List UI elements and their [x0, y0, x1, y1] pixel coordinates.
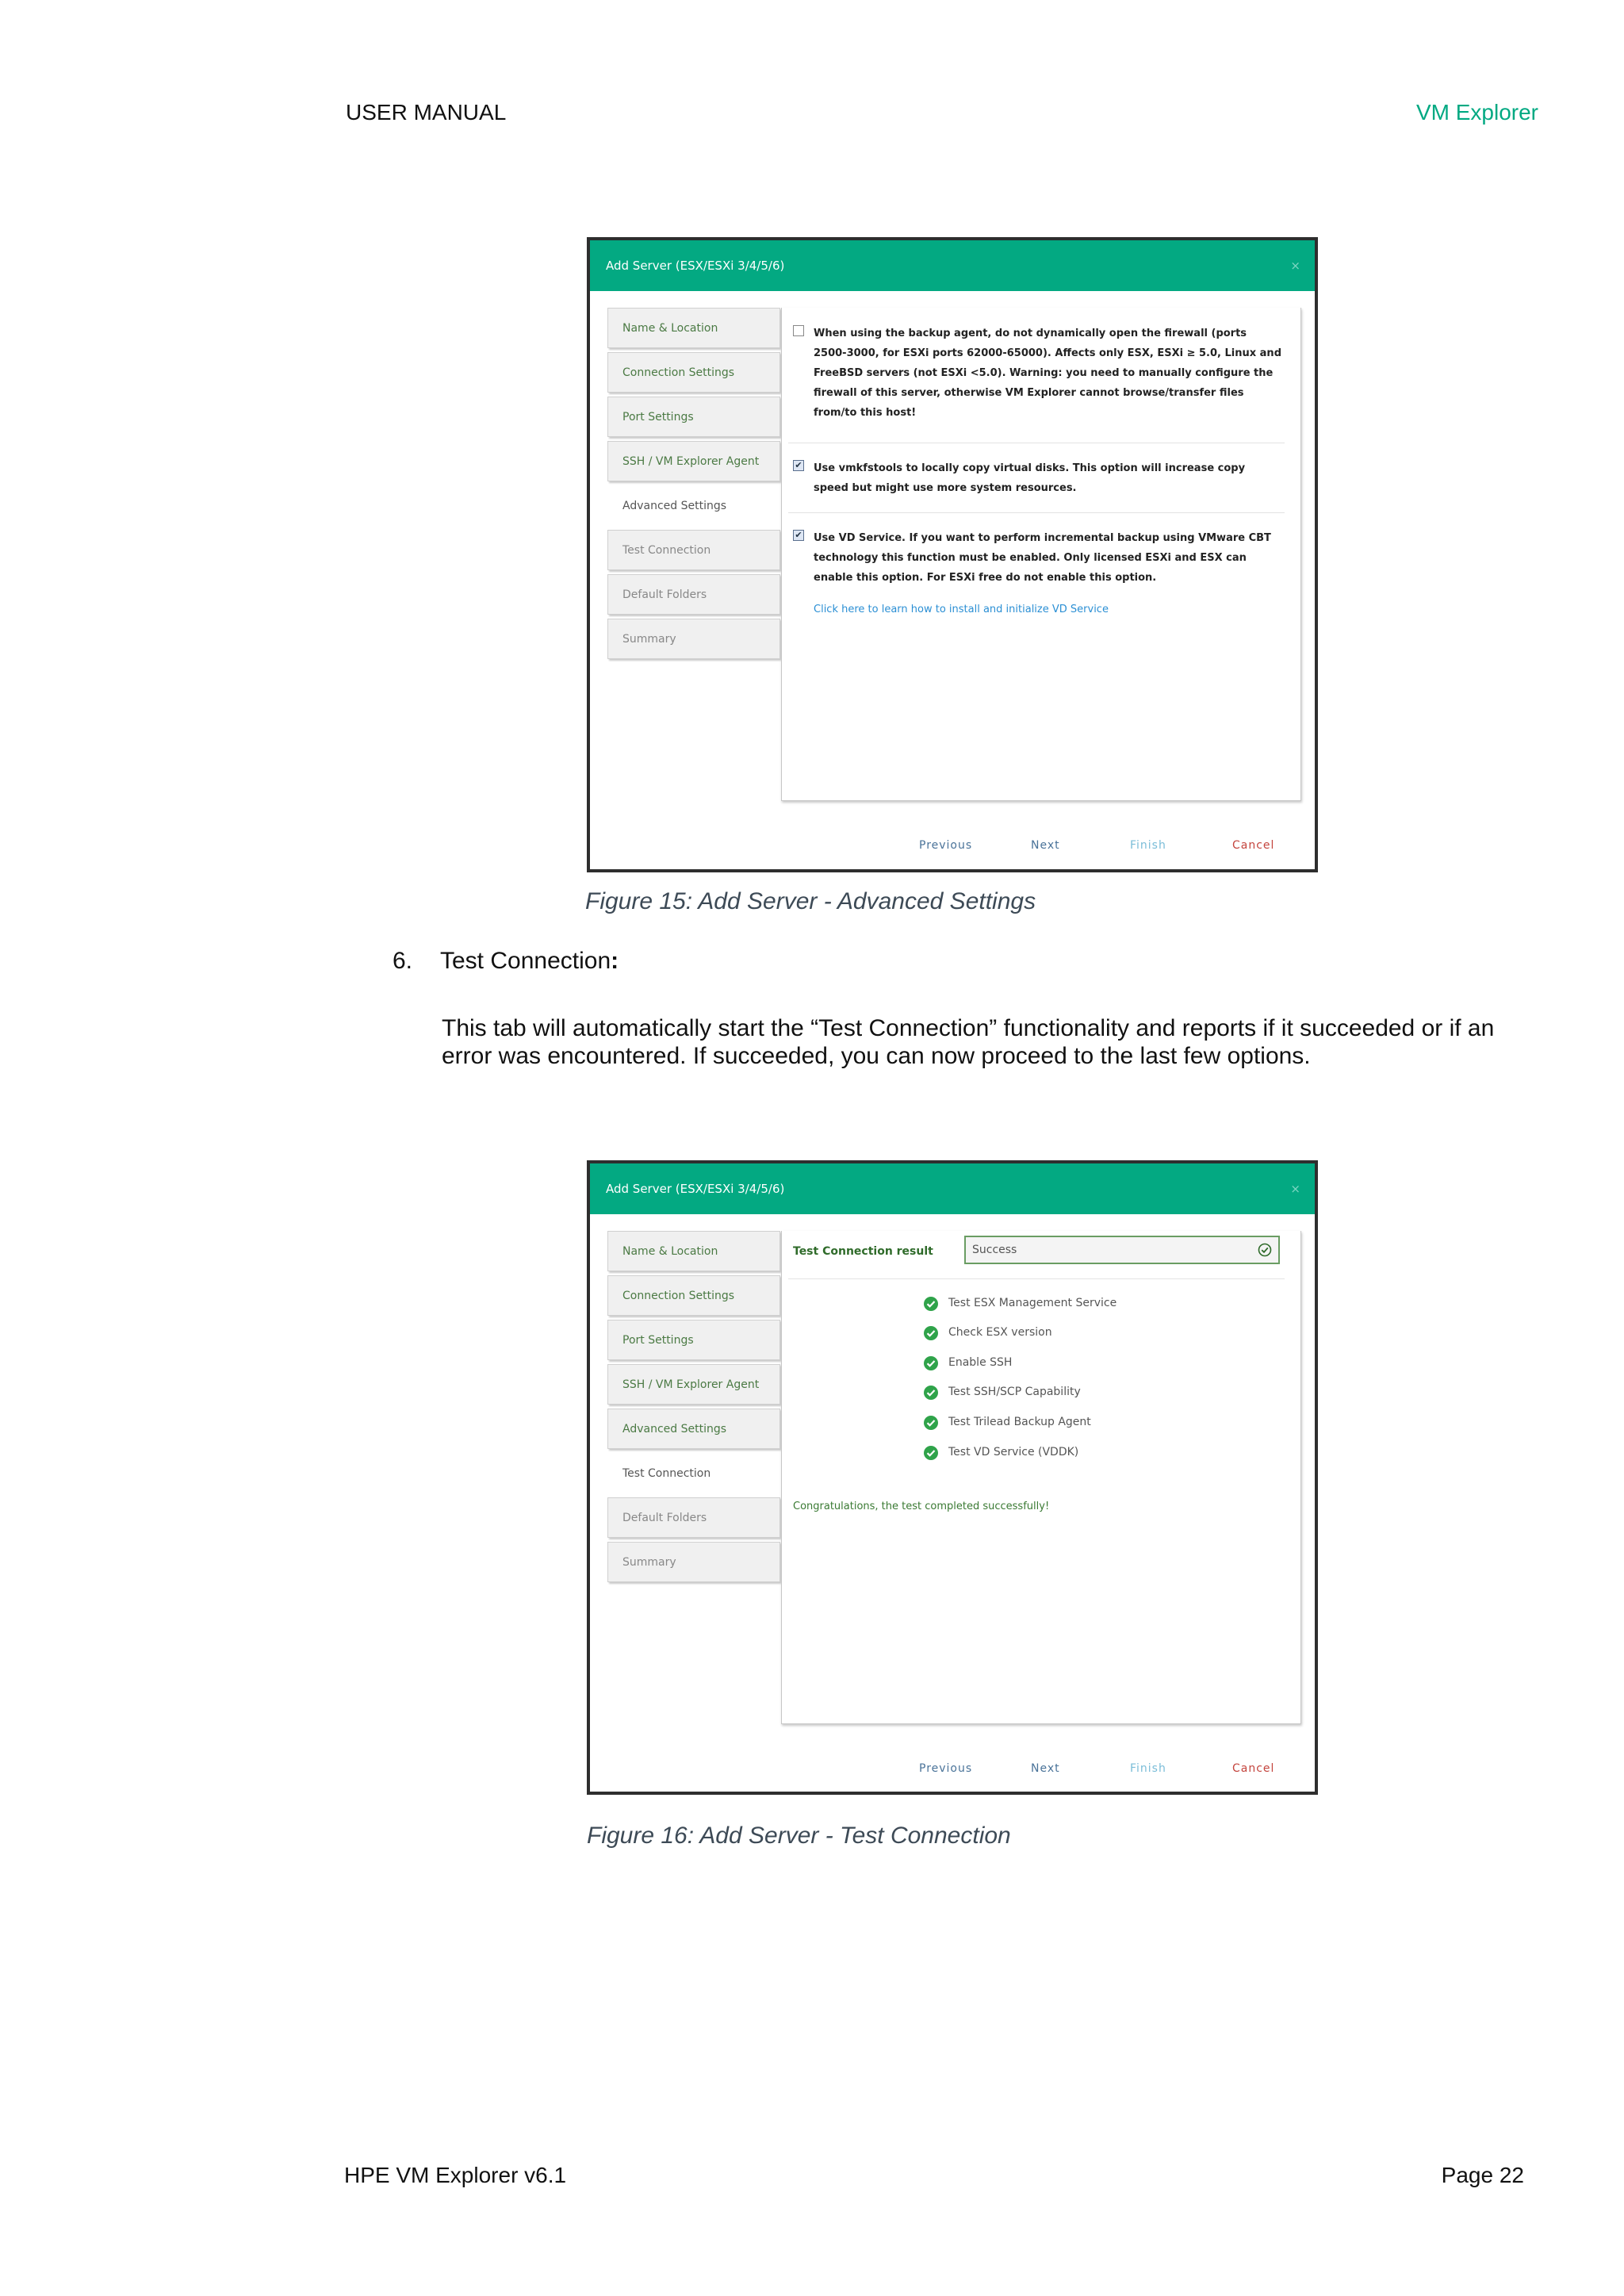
nav-item-name-location[interactable]: Name & Location: [607, 308, 780, 348]
next-button[interactable]: Next: [1031, 1762, 1060, 1775]
check-label: Check ESX version: [948, 1326, 1052, 1339]
test-result-label: Test Connection result: [793, 1245, 933, 1258]
finish-button[interactable]: Finish: [1130, 839, 1166, 852]
finish-button[interactable]: Finish: [1130, 1762, 1166, 1775]
divider: [788, 512, 1285, 513]
nav-item-ssh-agent[interactable]: SSH / VM Explorer Agent: [607, 1364, 780, 1405]
previous-button[interactable]: Previous: [919, 839, 973, 852]
divider: [788, 1278, 1285, 1279]
nav-item-port-settings[interactable]: Port Settings: [607, 397, 780, 437]
close-icon[interactable]: ×: [1290, 1182, 1300, 1196]
vmkfstools-checkbox[interactable]: ✔: [793, 460, 804, 471]
add-server-dialog-advanced: [587, 237, 1318, 872]
previous-button[interactable]: Previous: [919, 1762, 973, 1775]
dialog-title-bar: [590, 240, 1315, 291]
nav-item-connection-settings[interactable]: Connection Settings: [607, 1275, 780, 1316]
test-connection-panel: [781, 1231, 1301, 1724]
cancel-button[interactable]: Cancel: [1232, 1762, 1275, 1775]
nav-item-name-location[interactable]: Name & Location: [607, 1231, 780, 1271]
nav-item-test-connection[interactable]: Test Connection: [607, 530, 780, 570]
dialog-title: Add Server (ESX/ESXi 3/4/5/6): [606, 1182, 785, 1196]
vmkfstools-option-text: Use vmkfstools to locally copy virtual disks. This option will increase copy speed but might use more system resources.: [814, 462, 1246, 494]
success-circle-icon: [1258, 1243, 1272, 1257]
check-circle-icon: [923, 1355, 939, 1371]
success-message: Congratulations, the test completed successfully!: [793, 1501, 1050, 1512]
advanced-settings-panel: [781, 308, 1301, 801]
wizard-nav: [607, 1231, 780, 1586]
step-colon: :: [611, 948, 619, 974]
nav-item-port-settings[interactable]: Port Settings: [607, 1320, 780, 1360]
cancel-button[interactable]: Cancel: [1232, 839, 1275, 852]
check-circle-icon: [923, 1445, 939, 1461]
check-label: Enable SSH: [948, 1356, 1013, 1369]
dialog-title: Add Server (ESX/ESXi 3/4/5/6): [606, 259, 785, 273]
check-label: Test SSH/SCP Capability: [948, 1386, 1081, 1398]
check-circle-icon: [923, 1415, 939, 1431]
header-product-label: VM Explorer: [1415, 100, 1538, 125]
step-heading: [393, 948, 619, 975]
footer-page-number: Page 22: [1441, 2163, 1524, 2187]
test-result-value: Success: [972, 1244, 1017, 1256]
vd-service-option-text: Use VD Service. If you want to perform incremental backup using VMware CBT technology this function must be enabled. Only licensed ESXi and ESX can enable this option. For ESXi free do not enable this option.: [814, 532, 1271, 584]
figure-15-caption: Figure 15: Add Server - Advanced Settings: [585, 888, 1036, 914]
header-manual-label: USER MANUAL: [346, 100, 507, 125]
check-label: Test VD Service (VDDK): [948, 1446, 1079, 1458]
check-circle-icon: [923, 1385, 939, 1401]
vd-service-checkbox[interactable]: ✔: [793, 530, 804, 541]
vd-service-help-link[interactable]: Click here to learn how to install and initialize VD Service: [814, 604, 1109, 615]
nav-item-summary[interactable]: Summary: [607, 1542, 780, 1582]
dialog-title-bar: [590, 1163, 1315, 1214]
step-title: Test Connection: [440, 948, 611, 974]
nav-item-ssh-agent[interactable]: SSH / VM Explorer Agent: [607, 441, 780, 481]
firewall-checkbox[interactable]: [793, 325, 804, 336]
test-connection-description: This tab will automatically start the “Test Connection” functionality and reports if it succeeded or if an error was encountered. If succeeded, you can now proceed to the last few options.: [442, 1015, 1495, 1069]
footer-product-version: HPE VM Explorer v6.1: [344, 2163, 567, 2187]
figure-16-caption: Figure 16: Add Server - Test Connection: [587, 1823, 1011, 1849]
nav-item-default-folders[interactable]: Default Folders: [607, 1497, 780, 1538]
next-button[interactable]: Next: [1031, 839, 1060, 852]
step-number: 6.: [393, 948, 413, 974]
check-circle-icon: [923, 1296, 939, 1312]
test-result-field: [964, 1236, 1280, 1264]
nav-item-summary[interactable]: Summary: [607, 619, 780, 659]
wizard-nav: [607, 308, 780, 663]
check-label: Test ESX Management Service: [948, 1297, 1117, 1309]
nav-item-advanced-settings[interactable]: Advanced Settings: [607, 485, 780, 526]
check-label: Test Trilead Backup Agent: [948, 1416, 1091, 1428]
nav-item-test-connection[interactable]: Test Connection: [607, 1453, 780, 1493]
nav-item-default-folders[interactable]: Default Folders: [607, 574, 780, 615]
firewall-option-text: When using the backup agent, do not dynamically open the firewall (ports 2500-3000, for ESXi ports 62000-65000). Affects only ESX, ESXi ≥ 5.0, Linux and FreeBSD servers (not ESXi <5.0). Warning: you need to manually configure the firewall of this server, otherwise VM Explorer cannot browse/transfer files from/to this host!: [814, 328, 1281, 419]
add-server-dialog-test: [587, 1160, 1318, 1795]
nav-item-advanced-settings[interactable]: Advanced Settings: [607, 1409, 780, 1449]
nav-item-connection-settings[interactable]: Connection Settings: [607, 352, 780, 393]
close-icon[interactable]: ×: [1290, 259, 1300, 273]
check-circle-icon: [923, 1325, 939, 1341]
